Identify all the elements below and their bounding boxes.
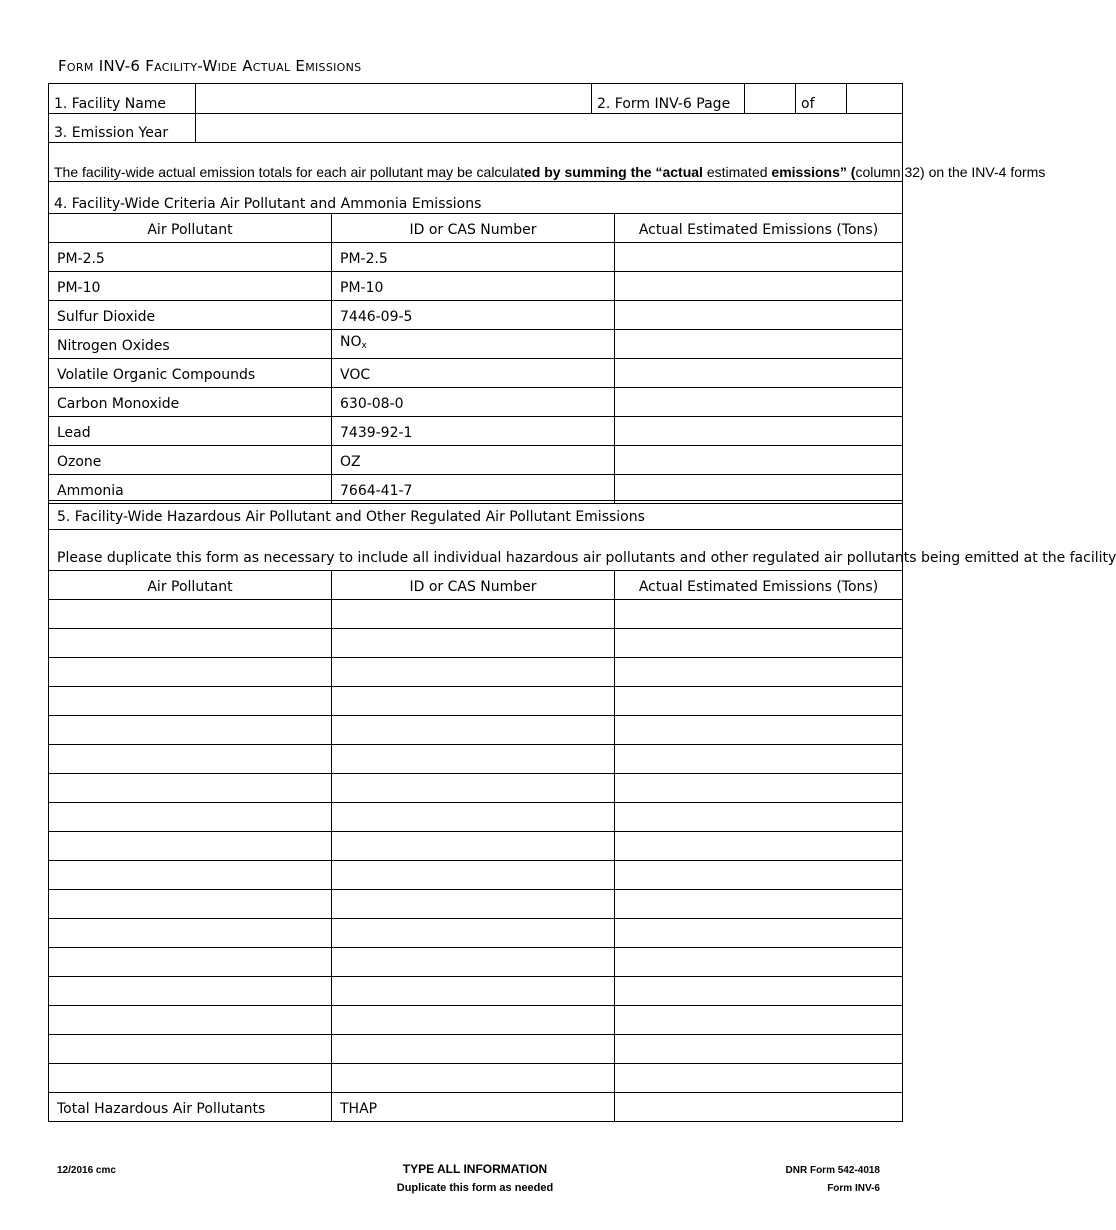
- emissions-field[interactable]: [615, 1006, 903, 1035]
- criteria-section-title: 4. Facility-Wide Criteria Air Pollutant and Ammonia Emissions: [49, 182, 903, 214]
- total-hap-label: Total Hazardous Air Pollutants: [49, 1093, 332, 1122]
- pollutant-name: PM-2.5: [49, 243, 332, 272]
- emissions-field[interactable]: [615, 832, 903, 861]
- table-row: [49, 272, 903, 301]
- emissions-field[interactable]: [615, 745, 903, 774]
- emissions-field[interactable]: [615, 600, 903, 629]
- pollutant-name: Ozone: [49, 446, 332, 475]
- pollutant-name: Volatile Organic Compounds: [49, 359, 332, 388]
- total-hap-row: [49, 1093, 903, 1122]
- calculation-note: [49, 143, 1046, 182]
- emissions-field[interactable]: [615, 948, 903, 977]
- pollutant-id: [332, 417, 615, 446]
- pollutant-id: [332, 272, 615, 301]
- emissions-field[interactable]: [615, 658, 903, 687]
- pollutant-id-text: PM-2.5: [340, 251, 388, 267]
- pollutant-field[interactable]: [49, 774, 332, 803]
- table-row: [49, 948, 903, 977]
- id-field[interactable]: [332, 629, 615, 658]
- emissions-field[interactable]: [615, 803, 903, 832]
- pollutant-id-subscript: x: [361, 341, 367, 351]
- emissions-field[interactable]: [615, 446, 903, 475]
- emission-year-field[interactable]: [196, 114, 903, 143]
- of-label: of: [796, 84, 847, 114]
- pollutant-id-text: NO: [340, 334, 362, 350]
- form-title: Form INV-6 Facility-Wide Actual Emissions: [58, 57, 362, 75]
- emissions-field[interactable]: [615, 1035, 903, 1064]
- pollutant-id: [332, 330, 615, 359]
- table-row: [49, 359, 903, 388]
- pollutant-name: Sulfur Dioxide: [49, 301, 332, 330]
- id-field[interactable]: [332, 600, 615, 629]
- note-text-1: The facility-wide actual emission totals for each air pollutant may be calculat: [54, 164, 524, 180]
- id-field[interactable]: [332, 774, 615, 803]
- pollutant-field[interactable]: [49, 1035, 332, 1064]
- pollutant-id: [332, 359, 615, 388]
- emissions-field[interactable]: [615, 861, 903, 890]
- total-hap-id: THAP: [332, 1093, 615, 1122]
- pollutant-field[interactable]: [49, 658, 332, 687]
- hap-instruction: Please duplicate this form as necessary to include all individual hazardous air pollutants and other regulated air pollutants being emitted at the facility: [49, 530, 903, 571]
- pollutant-field[interactable]: [49, 832, 332, 861]
- table-row: [49, 687, 903, 716]
- emissions-field[interactable]: [615, 330, 903, 359]
- note-bold-2: emissions” (: [771, 164, 856, 180]
- pollutant-field[interactable]: [49, 687, 332, 716]
- page-number-field[interactable]: [745, 84, 796, 114]
- duplicate-note: Duplicate this form as needed: [396, 1182, 554, 1194]
- table-row: [49, 919, 903, 948]
- emissions-field[interactable]: [615, 716, 903, 745]
- pollutant-id-text: 7446-09-5: [340, 309, 413, 325]
- emissions-field[interactable]: [615, 417, 903, 446]
- pollutant-field[interactable]: [49, 745, 332, 774]
- emissions-field[interactable]: [615, 388, 903, 417]
- emissions-field[interactable]: [615, 272, 903, 301]
- table-row: [49, 832, 903, 861]
- table-row: [49, 301, 903, 330]
- pollutant-field[interactable]: [49, 716, 332, 745]
- page-label: 2. Form INV-6 Page: [592, 84, 745, 114]
- id-field[interactable]: [332, 948, 615, 977]
- column-header-pollutant: Air Pollutant: [49, 571, 332, 600]
- id-field[interactable]: [332, 803, 615, 832]
- id-field[interactable]: [332, 658, 615, 687]
- hap-section-title: 5. Facility-Wide Hazardous Air Pollutant and Other Regulated Air Pollutant Emissions: [49, 501, 903, 530]
- emissions-field[interactable]: [615, 243, 903, 272]
- emissions-field[interactable]: [615, 359, 903, 388]
- emissions-field[interactable]: [615, 919, 903, 948]
- hazardous-pollutants-table: [48, 500, 1116, 1122]
- table-row: [49, 1006, 903, 1035]
- table-row: [49, 388, 903, 417]
- note-bold-1: ed by summing the “actual: [524, 164, 703, 180]
- pollutant-field[interactable]: [49, 600, 332, 629]
- type-all-information: TYPE ALL INFORMATION: [402, 1162, 548, 1176]
- column-header-pollutant: Air Pollutant: [49, 214, 332, 243]
- total-hap-emissions-field[interactable]: [615, 1093, 903, 1122]
- pollutant-field[interactable]: [49, 1006, 332, 1035]
- pollutant-id: [332, 388, 615, 417]
- pollutant-field[interactable]: [49, 629, 332, 658]
- table-row: [49, 803, 903, 832]
- id-field[interactable]: [332, 890, 615, 919]
- table-row: [49, 446, 903, 475]
- pollutant-id-text: OZ: [340, 454, 361, 470]
- id-field[interactable]: [332, 861, 615, 890]
- pollutant-name: Lead: [49, 417, 332, 446]
- emissions-field[interactable]: [615, 977, 903, 1006]
- pollutant-id-text: 7664-41-7: [340, 483, 413, 499]
- pollutant-id: [332, 243, 615, 272]
- emissions-field[interactable]: [615, 301, 903, 330]
- note-text-3: column 32) on the INV-4 forms: [855, 164, 1046, 180]
- table-row: [49, 745, 903, 774]
- table-row: [49, 330, 903, 359]
- total-pages-field[interactable]: [847, 84, 903, 114]
- emissions-field[interactable]: [615, 890, 903, 919]
- pollutant-name: Carbon Monoxide: [49, 388, 332, 417]
- facility-name-field[interactable]: [196, 84, 592, 114]
- table-row: [49, 716, 903, 745]
- emissions-field[interactable]: [615, 1064, 903, 1093]
- pollutant-field[interactable]: [49, 890, 332, 919]
- pollutant-field[interactable]: [49, 803, 332, 832]
- pollutant-field[interactable]: [49, 977, 332, 1006]
- criteria-header-row: [49, 214, 903, 243]
- id-field[interactable]: [332, 1064, 615, 1093]
- form-id: Form INV-6: [827, 1183, 880, 1194]
- pollutant-name: PM-10: [49, 272, 332, 301]
- dnr-form-number: DNR Form 542-4018: [785, 1165, 880, 1176]
- pollutant-id-text: VOC: [340, 367, 371, 383]
- table-row: [49, 600, 903, 629]
- pollutant-name: Nitrogen Oxides: [49, 330, 332, 359]
- column-header-id: ID or CAS Number: [332, 214, 615, 243]
- emission-year-label: 3. Emission Year: [49, 114, 196, 143]
- id-field[interactable]: [332, 687, 615, 716]
- table-row: [49, 774, 903, 803]
- id-field[interactable]: [332, 1035, 615, 1064]
- pollutant-id: [332, 301, 615, 330]
- date-code: 12/2016 cmc: [57, 1165, 116, 1176]
- pollutant-field[interactable]: [49, 861, 332, 890]
- id-field[interactable]: [332, 919, 615, 948]
- table-row: [49, 658, 903, 687]
- table-row: [49, 1035, 903, 1064]
- table-row: [49, 629, 903, 658]
- pollutant-name: Ammonia: [49, 475, 332, 504]
- id-field[interactable]: [332, 745, 615, 774]
- table-row: [49, 890, 903, 919]
- id-field[interactable]: [332, 1006, 615, 1035]
- emissions-field[interactable]: [615, 774, 903, 803]
- pollutant-id-text: 7439-92-1: [340, 425, 413, 441]
- pollutant-field[interactable]: [49, 1064, 332, 1093]
- pollutant-id-text: 630-08-0: [340, 396, 404, 412]
- table-row: [49, 861, 903, 890]
- facility-name-label: 1. Facility Name: [49, 84, 196, 114]
- pollutant-id: [332, 446, 615, 475]
- pollutant-field[interactable]: [49, 919, 332, 948]
- column-header-emissions: Actual Estimated Emissions (Tons): [615, 571, 903, 600]
- note-text-2: estimated: [702, 164, 772, 180]
- table-row: [49, 417, 903, 446]
- pollutant-id-text: PM-10: [340, 280, 384, 296]
- column-header-emissions: Actual Estimated Emissions (Tons): [615, 214, 903, 243]
- emissions-field[interactable]: [615, 629, 903, 658]
- emissions-field[interactable]: [615, 687, 903, 716]
- id-field[interactable]: [332, 832, 615, 861]
- pollutant-field[interactable]: [49, 948, 332, 977]
- criteria-pollutants-table: [48, 213, 903, 504]
- table-row: [49, 977, 903, 1006]
- table-row: [49, 1064, 903, 1093]
- id-field[interactable]: [332, 716, 615, 745]
- column-header-id: ID or CAS Number: [332, 571, 615, 600]
- hap-header-row: [49, 571, 903, 600]
- facility-info-table: [48, 83, 1046, 214]
- id-field[interactable]: [332, 977, 615, 1006]
- table-row: [49, 243, 903, 272]
